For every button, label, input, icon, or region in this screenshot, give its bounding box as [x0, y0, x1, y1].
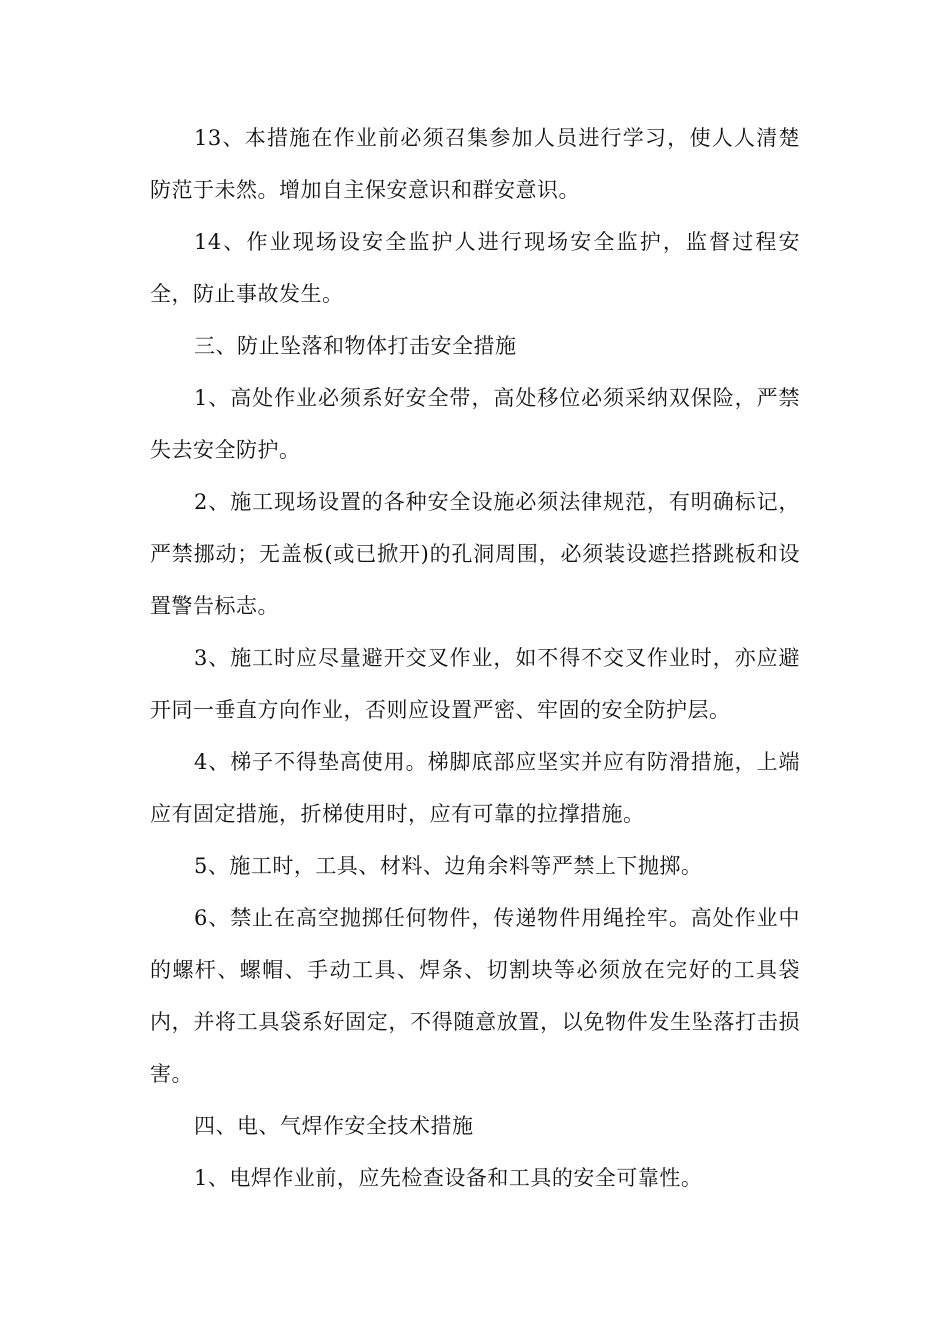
document-body	[150, 112, 800, 1204]
paragraph-item-3: 3、施工时应尽量避开交叉作业，如不得不交叉作业时，亦应避开同一垂直方向作业，否则应设置严密、牢固的安全防护层。	[150, 646, 800, 722]
section-heading-welding-safety: 四、电、气焊作安全技术措施	[194, 1114, 474, 1138]
paragraph-item-13: 13、本措施在作业前必须召集参加人员进行学习，使人人清楚防范于未然。增加自主保安意识和群安意识。	[150, 126, 800, 202]
paragraph-item-14: 14、作业现场设安全监护人进行现场安全监护，监督过程安全，防止事故发生。	[150, 230, 800, 306]
paragraph-item-2: 2、施工现场设置的各种安全设施必须法律规范，有明确标记，严禁挪动；无盖板(或已掀开)的孔洞周围，必须装设遮拦搭跳板和设置警告标志。	[150, 490, 800, 618]
paragraph-item-5: 5、施工时，工具、材料、边角余料等严禁上下抛掷。	[194, 854, 703, 878]
paragraph-welding-item-1: 1、电焊作业前，应先检查设备和工具的安全可靠性。	[194, 1166, 703, 1190]
section-heading-fall-prevention: 三、防止坠落和物体打击安全措施	[194, 334, 517, 358]
paragraph-item-6: 6、禁止在高空抛掷任何物件，传递物件用绳拴牢。高处作业中的螺杆、螺帽、手动工具、焊条、切割块等必须放在完好的工具袋内，并将工具袋系好固定，不得随意放置，以免物件发生坠落打击损害。	[150, 906, 800, 1086]
paragraph-item-4: 4、梯子不得垫高使用。梯脚底部应坚实并应有防滑措施，上端应有固定措施，折梯使用时，应有可靠的拉撑措施。	[150, 750, 800, 826]
paragraph-item-1: 1、高处作业必须系好安全带，高处移位必须采纳双保险，严禁失去安全防护。	[150, 386, 800, 462]
